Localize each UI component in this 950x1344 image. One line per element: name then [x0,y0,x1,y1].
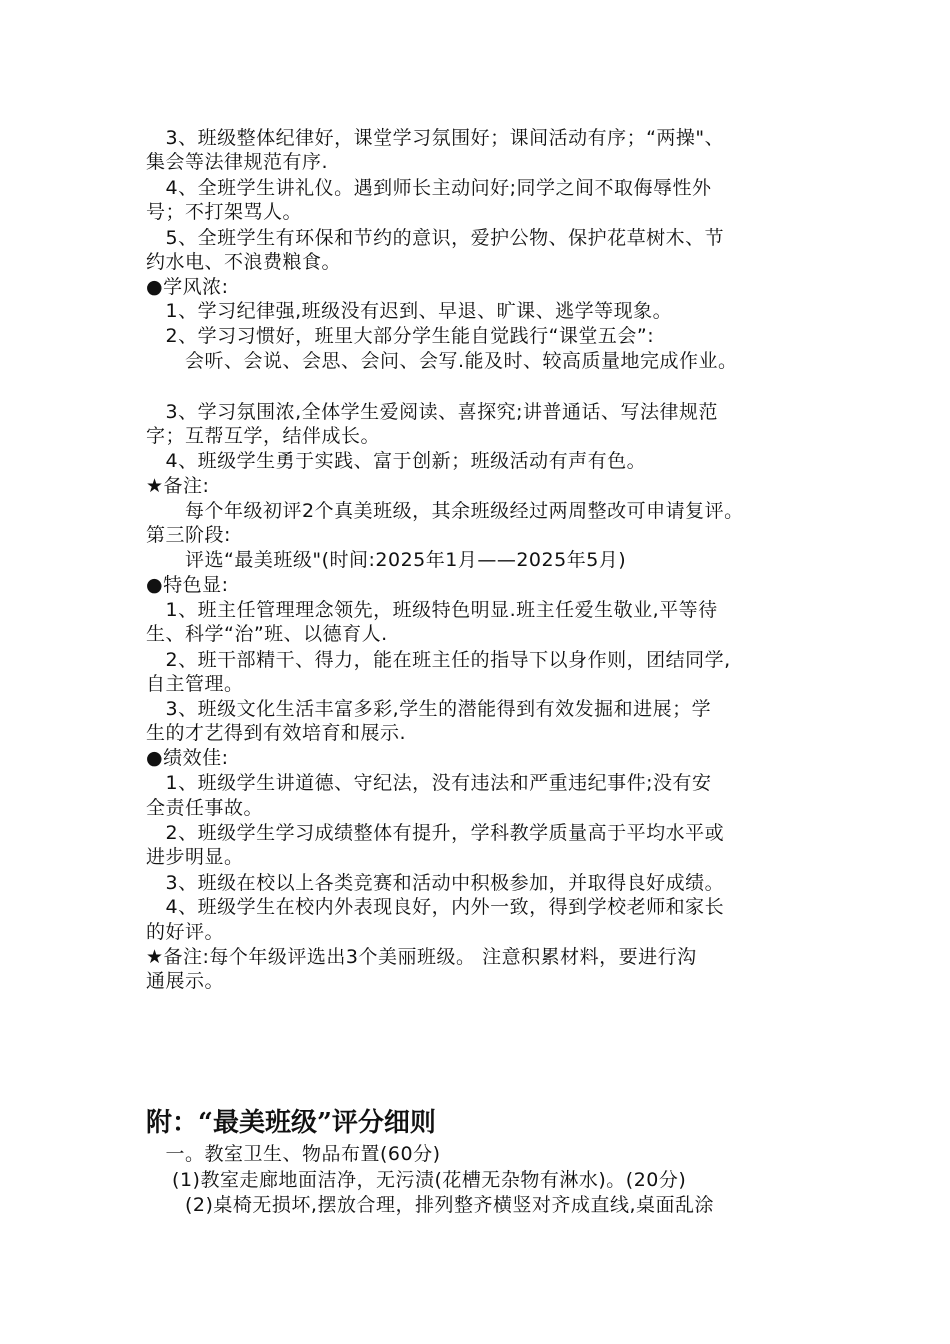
appendix-line: 一。教室卫生、物品布置(60分) [146,1143,441,1165]
appendix-line: (2)桌椅无损坏,摆放合理，排列整齐横竖对齐成直线,桌面乱涂 [146,1194,714,1216]
section-heading: ●绩效佳: [146,747,229,769]
text-line: 评选“最美班级"(时间:2025年1月——2025年5月) [146,549,627,571]
section-heading: ●特色显: [146,574,229,596]
text-line: 自主管理。 [146,673,244,695]
text-line: 2、班级学生学习成绩整体有提升，学科教学质量高于平均水平或 [146,822,725,844]
text-line: 全责任事故。 [146,797,264,819]
stage-heading: 第三阶段: [146,524,231,546]
text-line: 3、班级文化生活丰富多彩,学生的潜能得到有效发掘和进展；学 [146,698,712,720]
appendix-line: (1)教室走廊地面洁净，无污渍(花槽无杂物有淋水)。(20分) [146,1169,687,1191]
note-heading: ★备注: [146,475,210,497]
section-heading: ●学风浓: [146,276,229,298]
text-line: 通展示。 [146,970,225,992]
text-line: 号；不打架骂人。 [146,201,303,223]
appendix-title: 附：“最美班级”评分细则 [146,1108,436,1138]
text-line: 5、全班学生有环保和节约的意识，爱护公物、保护花草树木、节 [146,227,725,249]
text-line: 的好评。 [146,921,225,943]
text-line: 生的才艺得到有效培育和展示. [146,722,407,744]
text-line: 生、科学“治”班、以德育人. [146,623,388,645]
text-line: 3、学习氛围浓,全体学生爱阅读、喜探究;讲普通话、写法律规范 [146,401,719,423]
text-line: 4、班级学生勇于实践、富于创新；班级活动有声有色。 [146,450,647,472]
note-line: ★备注:每个年级评选出3个美丽班级。 注意积累材料，要进行沟 [146,946,697,968]
text-line: 1、学习纪律强,班级没有迟到、早退、旷课、逃学等现象。 [146,300,673,322]
text-line: 2、班干部精干、得力，能在班主任的指导下以身作则，团结同学, [146,649,731,671]
text-line: 每个年级初评2个真美班级，其余班级经过两周整改可申请复评。 [146,500,744,522]
text-line: 进步明显。 [146,846,244,868]
text-line: 1、班主任管理理念领先，班级特色明显.班主任爱生敬业,平等待 [146,599,718,621]
text-line: 1、班级学生讲道德、守纪法，没有违法和严重违纪事件;没有安 [146,772,712,794]
text-line: 4、全班学生讲礼仪。遇到师长主动问好;同学之间不取侮辱性外 [146,177,712,199]
text-line: 集会等法律规范有序. [146,151,329,173]
text-line: 4、班级学生在校内外表现良好，内外一致，得到学校老师和家长 [146,896,725,918]
text-line: 会听、会说、会思、会问、会写.能及时、较高质量地完成作业。 [146,350,738,372]
text-line: 2、学习习惯好，班里大部分学生能自觉践行“课堂五会”: [146,325,655,347]
text-line: 约水电、不浪费粮食。 [146,251,342,273]
text-line: 字；互帮互学，结伴成长。 [146,425,381,447]
text-line: 3、班级在校以上各类竞赛和活动中积极参加，并取得良好成绩。 [146,872,725,894]
text-line: 3、班级整体纪律好，课堂学习氛围好；课间活动有序；“两操"、 [146,127,725,149]
